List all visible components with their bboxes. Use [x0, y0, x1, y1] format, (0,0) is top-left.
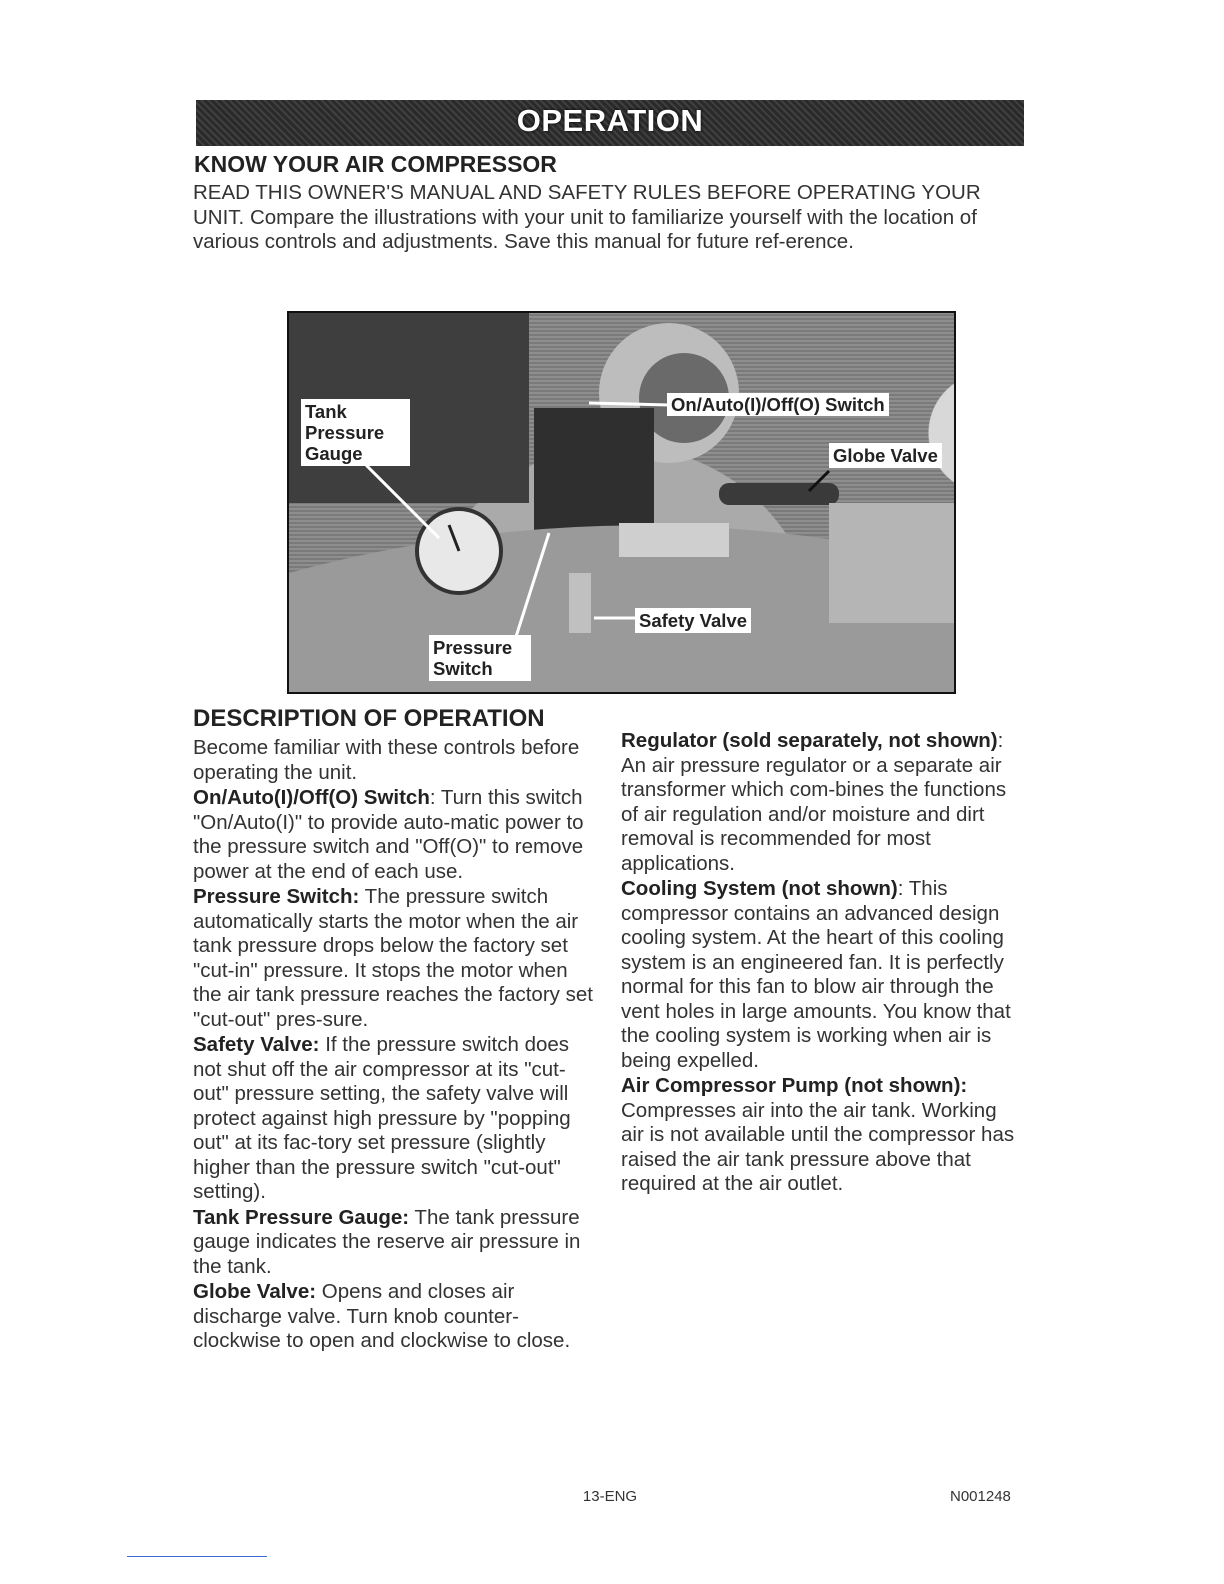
item-sep: : — [429, 786, 441, 809]
document-code: N001248 — [950, 1488, 1011, 1505]
outlet-pipe — [619, 523, 729, 557]
item-text: The pressure switch automatically starts the motor when the air tank pressure drops below the factory set "cut-in" pressure. It stops the motor when the air tank pressure reaches the factory set "cut-out" pres-sure. — [193, 885, 593, 1031]
item-term: Safety Valve: — [193, 1033, 320, 1056]
page-number: 13-ENG — [582, 1488, 638, 1505]
item-text: Compresses air into the air tank. Working air is not available until the compressor has raised the air tank pressure above that required at the air outlet. — [621, 1098, 1015, 1195]
item-air-compressor-pump — [621, 1074, 1021, 1197]
safety-valve-body — [569, 573, 591, 633]
item-text: Turn this switch "On/Auto(I)" to provide auto-matic power to the pressure switch and "Off(O)" to remove power at the end of each use. — [193, 786, 584, 883]
description-heading: DESCRIPTION OF OPERATION — [193, 705, 545, 732]
item-text: If the pressure switch does not shut off the air compressor at its "cut-out" pressure setting, the safety valve will protect against high pressure by "popping out" at its fac-tory set pressure (slightly higher than the pressure switch "cut-out" setting). — [193, 1033, 571, 1203]
compressor-photo — [287, 311, 956, 694]
item-on-auto-off-switch — [193, 786, 593, 884]
item-term: Tank Pressure Gauge: — [193, 1205, 410, 1229]
side-panel — [829, 503, 954, 623]
compressor-illustration — [289, 313, 954, 692]
item-text: Opens and closes air discharge valve. Turn knob counter-clockwise to open and clockwise to close. — [193, 1280, 571, 1352]
globe-valve-handle — [719, 483, 839, 505]
item-term: Air Compressor Pump (not shown): — [621, 1074, 968, 1097]
item-cooling-system — [621, 877, 1021, 1073]
know-intro: READ THIS OWNER'S MANUAL AND SAFETY RULES BEFORE OPERATING YOUR UNIT. Compare the illustrations with your unit to familiarize yourself with the location of various controls and adjustments. Save this manual for future ref-erence. — [193, 181, 981, 253]
label-safety-valve: Safety Valve — [635, 608, 751, 633]
item-text: This compressor contains an advanced design cooling system. At the heart of this cooling system is an engineered fan. It is perfectly normal for this fan to blow air through the vent holes in large amounts. You know that the cooling system is working when air is being expelled. — [621, 877, 1011, 1072]
item-text: An air pressure regulator or a separate air transformer which com-bines the functions of air regulation and/or moisture and dirt removal is recommended for most applications. — [621, 753, 1007, 875]
item-sep: : — [997, 729, 1004, 752]
item-pressure-switch — [193, 885, 593, 1032]
item-term: Globe Valve: — [193, 1280, 317, 1303]
item-sep: : — [897, 877, 909, 900]
switch-callout-arrow — [589, 403, 669, 405]
item-term: Cooling System (not shown) — [621, 877, 898, 900]
item-regulator — [621, 729, 1021, 876]
section-title: OPERATION — [516, 103, 704, 138]
label-pressure-switch: Pressure Switch — [429, 635, 531, 681]
item-term: On/Auto(I)/Off(O) Switch — [193, 786, 430, 809]
item-term: Regulator (sold separately, not shown) — [621, 729, 998, 752]
label-tank-pressure-gauge: Tank Pressure Gauge — [301, 399, 410, 466]
footer-divider — [127, 1556, 267, 1557]
description-right-column — [621, 729, 1021, 1198]
section-banner — [196, 100, 1024, 146]
label-on-auto-off-switch — [667, 392, 889, 417]
know-heading: KNOW YOUR AIR COMPRESSOR — [194, 151, 557, 177]
item-globe-valve — [193, 1280, 593, 1354]
item-term: Pressure Switch: — [193, 885, 360, 908]
item-tank-pressure-gauge — [193, 1206, 593, 1280]
label-globe-valve: Globe Valve — [829, 443, 942, 468]
label-on-auto-off-text: On/Auto(I)/Off(O) Switch — [667, 393, 889, 416]
description-left-column — [193, 705, 593, 1355]
item-safety-valve — [193, 1033, 593, 1205]
description-intro: Become familiar with these controls before operating the unit. — [193, 736, 580, 784]
item-text: The tank pressure gauge indicates the reserve air pressure in the tank. — [193, 1205, 581, 1278]
